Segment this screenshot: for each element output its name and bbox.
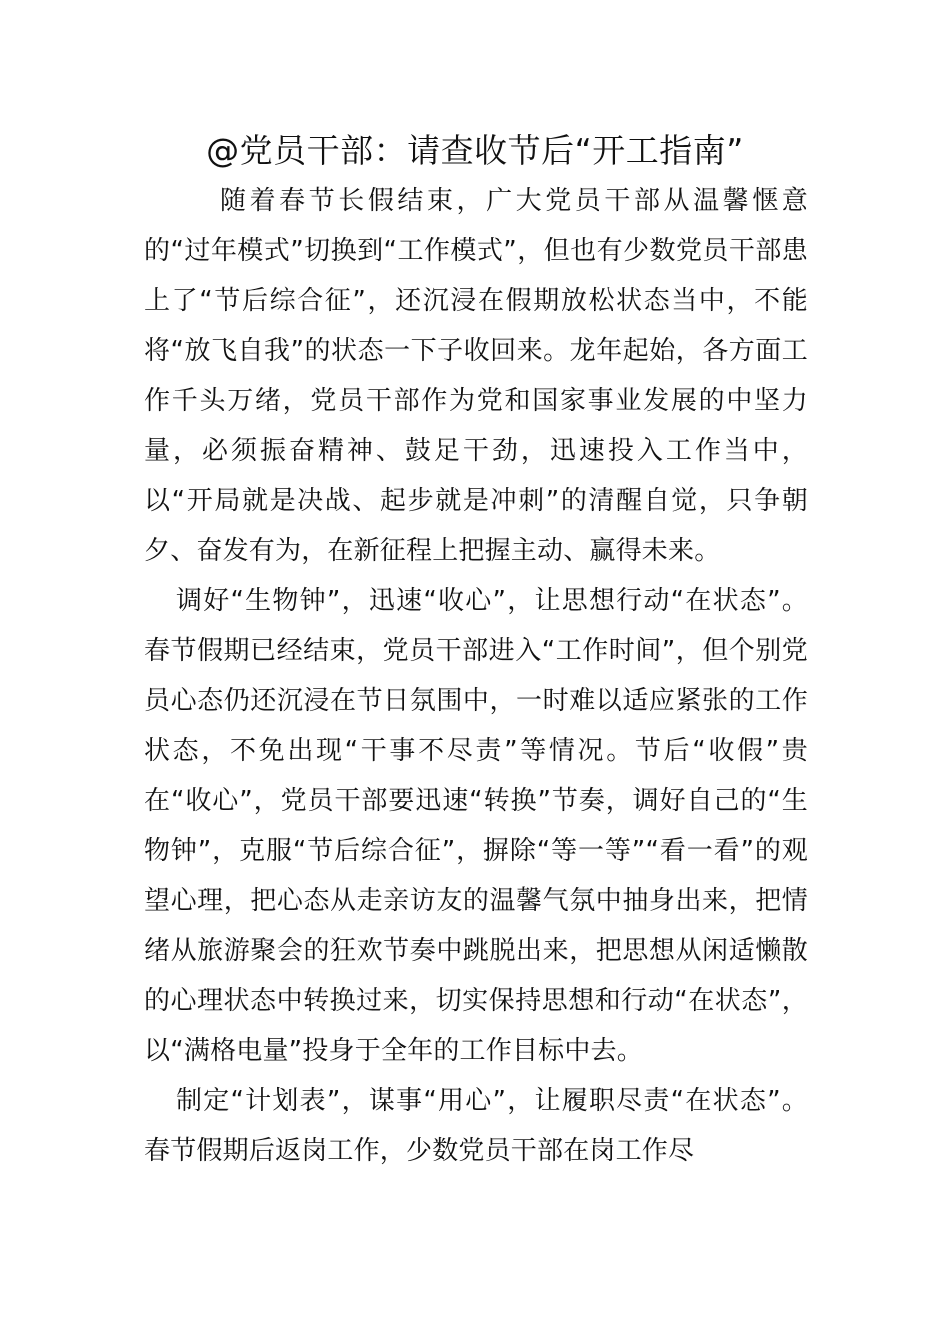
document-body [144,176,808,1176]
paragraph-biological-clock: 调好“生物钟”，迅速“收心”，让思想行动“在状态”。春节假期已经结束，党员干部进入“工作时间”，但个别党员心态仍还沉浸在节日氛围中，一时难以适应紧张的工作状态，不免出现“干事不尽责”等情况。节后“收假”贵在“收心”，党员干部要迅速“转换”节奏，调好自己的“生物钟”，克服“节后综合征”，摒除“等一等”“看一看”的观望心理，把心态从走亲访友的温馨气氛中抽身出来，把情绪从旅游聚会的狂欢节奏中跳脱出来，把思想从闲适懒散的心理状态中转换过来，切实保持思想和行动“在状态”，以“满格电量”投身于全年的工作目标中去。 [144,586,808,1066]
paragraph-schedule: 制定“计划表”，谋事“用心”，让履职尽责“在状态”。春节假期后返岗工作，少数党员干部在岗工作尽 [144,1086,808,1166]
document-title: @党员干部：请查收节后“开工指南” [206,131,744,170]
paragraph-intro: 随着春节长假结束，广大党员干部从温馨惬意的“过年模式”切换到“工作模式”，但也有少数党员干部患上了“节后综合征”，还沉浸在假期放松状态当中，不能将“放飞自我”的状态一下子收回来。龙年起始，各方面工作千头万绪，党员干部作为党和国家事业发展的中坚力量，必须振奋精神、鼓足干劲，迅速投入工作当中，以“开局就是决战、起步就是冲刺”的清醒自觉，只争朝夕、奋发有为，在新征程上把握主动、赢得未来。 [144,186,808,566]
